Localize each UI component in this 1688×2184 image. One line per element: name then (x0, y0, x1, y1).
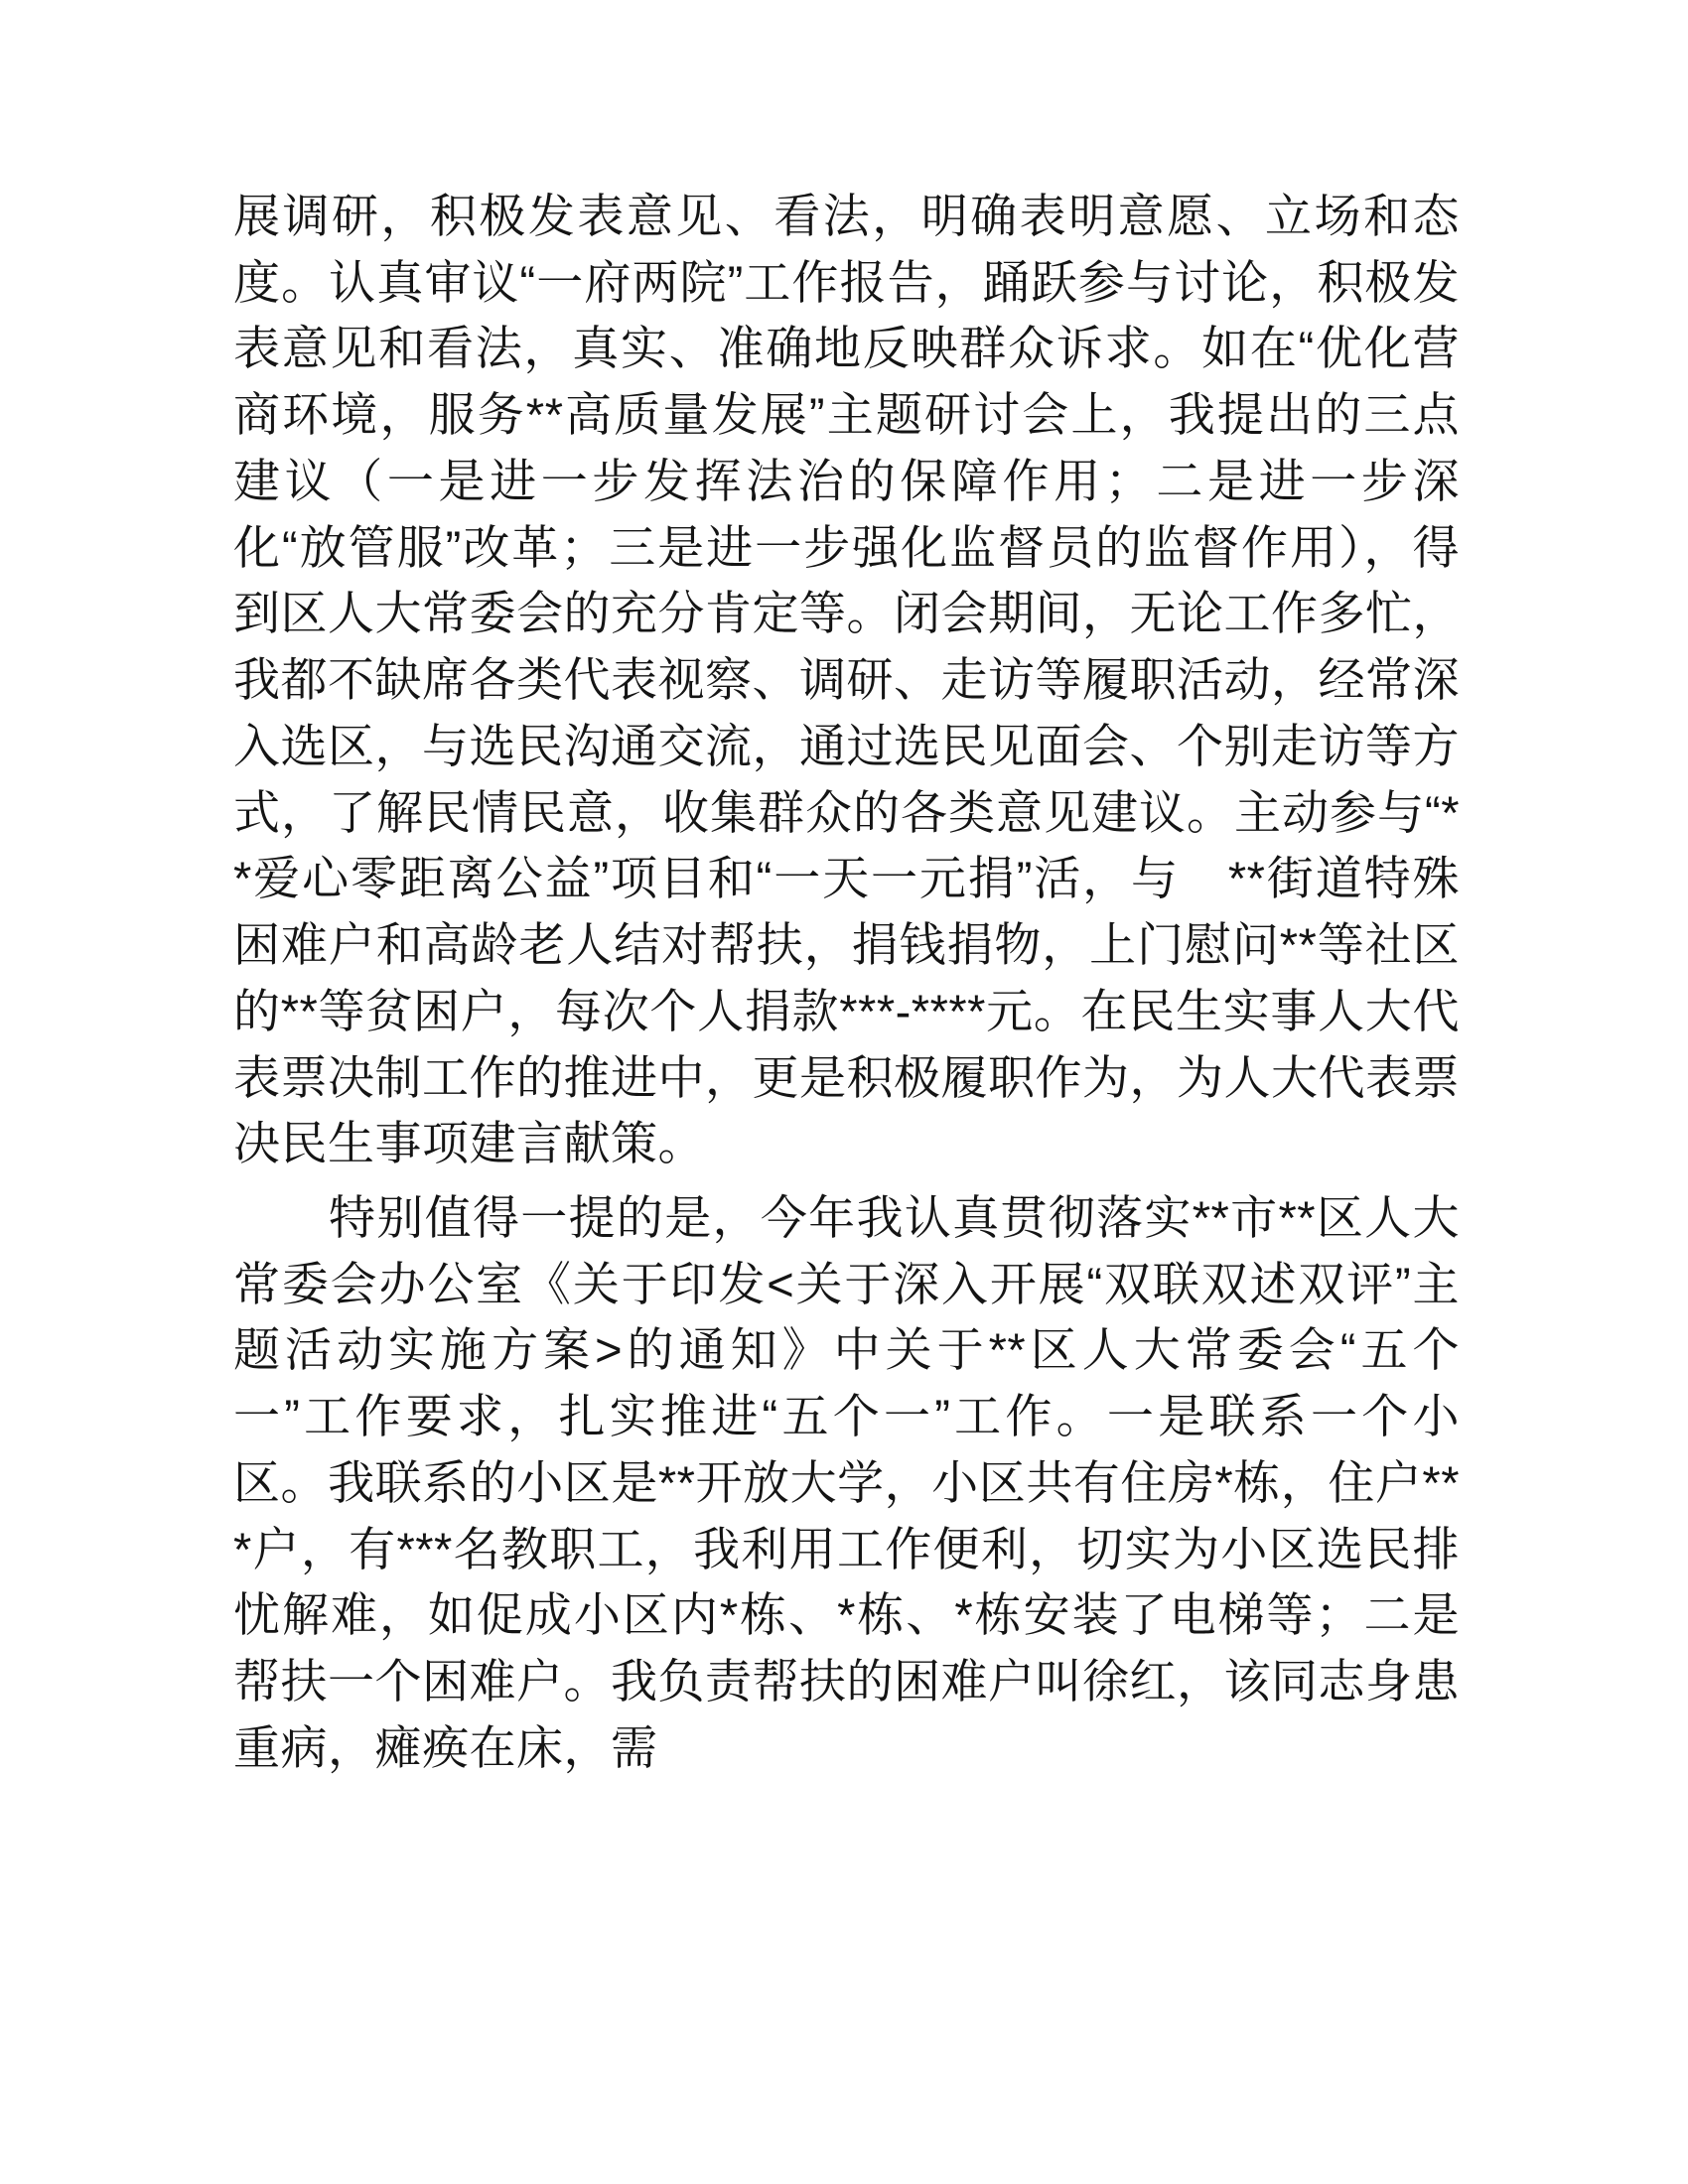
document-body (233, 184, 1460, 1782)
paragraph-continued: 展调研，积极发表意见、看法，明确表明意愿、立场和态度。认真审议“一府两院”工作报告，踊跃参与讨论，积极发表意见和看法，真实、准确地反映群众诉求。如在“优化营商环境，服务**高质量发展”主题研讨会上，我提出的三点建议（一是进一步发挥法治的保障作用；二是进一步深化“放管服”改革；三是进一步强化监督员的监督作用），得到区人大常委会的充分肯定等。闭会期间，无论工作多忙，我都不缺席各类代表视察、调研、走访等履职活动，经常深入选区，与选民沟通交流，通过选民见面会、个别走访等方式，了解民情民意，收集群众的各类意见建议。主动参与“**爱心零距离公益”项目和“一天一元捐”活，与 **街道特殊困难户和高龄老人结对帮扶，捐钱捐物，上门慰问**等社区的**等贫困户，每次个人捐款***-****元。在民生实事人大代表票决制工作的推进中，更是积极履职作为，为人大代表票决民生事项建言献策。 (233, 190, 1460, 1170)
paragraph-second: 特别值得一提的是，今年我认真贯彻落实**市**区人大常委会办公室《关于印发<关于深入开展“双联双述双评”主题活动实施方案>的通知》中关于**区人大常委会“五个一”工作要求，扎实推进“五个一”工作。一是联系一个小区。我联系的小区是**开放大学，小区共有住房*栋，住户***户，有***名教职工，我利用工作便利，切实为小区选民排忧解难，如促成小区内*栋、*栋、*栋安装了电梯等；二是帮扶一个困难户。我负责帮扶的困难户叫徐红，该同志身患重病，瘫痪在床，需 (233, 1191, 1460, 1774)
